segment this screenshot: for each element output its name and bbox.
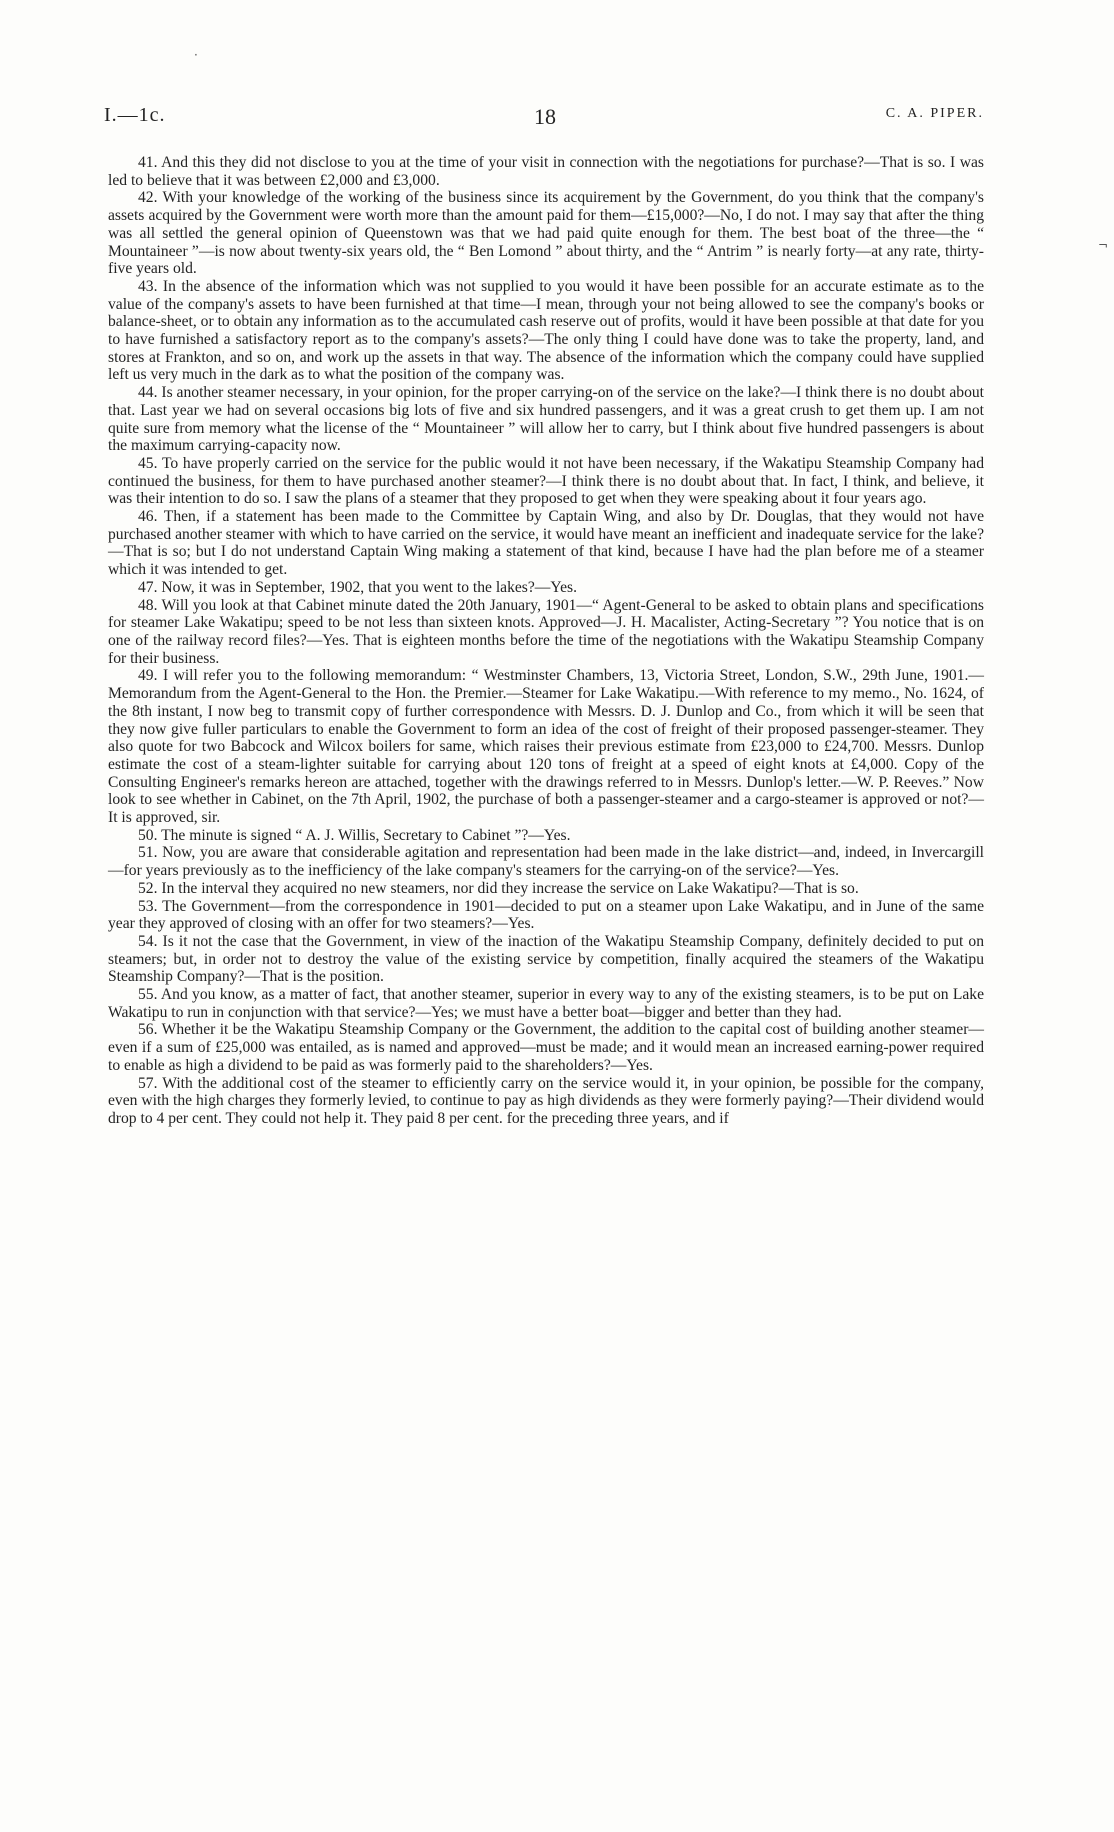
- paragraph-57: 57. With the additional cost of the steamer to efficiently carry on the service would it, in your opinion, be possible for the company, even with the high charges they formerly levied, to continue to pay as high dividends as they were formerly paying?—Their dividend would drop to 4 per cent. They could not help it. They paid 8 per cent. for the preceding three years, and if: [108, 1074, 984, 1127]
- paragraph-46: 46. Then, if a statement has been made to the Committee by Captain Wing, and also by Dr. Douglas, that they would not have purchased another steamer with which to have carried on the service, it would have meant an inefficient and inadequate service for the lake?—That is so; but I do not understand Captain Wing making a statement of that kind, because I have had the plan before me of a steamer which it was intended to get.: [108, 508, 984, 579]
- document-reference: I.—1c.: [104, 104, 166, 126]
- paragraph-49: 49. I will refer you to the following memorandum: “ Westminster Chambers, 13, Victoria Street, London, S.W., 29th June, 1901.—Memorandum from the Agent-General to the Hon. the Premier.—Steamer for Lake Wakatipu.—With reference to my memo., No. 1624, of the 8th instant, I now beg to transmit copy of further correspondence with Messrs. D. J. Dunlop and Co., from which it will be seen that they now give fuller particulars to enable the Government to form an idea of the cost of freight of their proposed passenger-steamer. They also quote for two Babcock and Wilcox boilers for same, which raises their previous estimate from £23,000 to £24,700. Messrs. Dunlop estimate the cost of a steam-lighter suitable for carrying about 120 tons of freight at a speed of eight knots at £4,000. Copy of the Consulting Engineer's remarks hereon are attached, together with the drawings referred to in Messrs. Dunlop's letter.—W. P. Reeves.” Now look to see whether in Cabinet, on the 7th April, 1902, the purchase of both a passenger-steamer and a cargo-steamer is approved or not?—It is approved, sir.: [108, 667, 984, 827]
- paragraph-44: 44. Is another steamer necessary, in your opinion, for the proper carrying-on of the service on the lake?—I think there is no doubt about that. Last year we had on several occasions big lots of five and six hundred passengers, and it was a great crush to get them up. I am not quite sure from memory what the license of the “ Mountaineer ” will allow her to carry, but I think about five hundred passengers is about the maximum carrying-capacity now.: [108, 384, 984, 455]
- paragraph-47: 47. Now, it was in September, 1902, that you went to the lakes?—Yes.: [138, 578, 577, 596]
- paragraph-42: 42. With your knowledge of the working of the business since its acquirement by the Government, do you think that the company's assets acquired by the Government were worth more than the amount paid for them—£15,000?—No, I do not. I may say that after the thing was all settled the general opinion of Queenstown was that we had paid quite enough for them. The best boat of the three—the “ Mountaineer ”—is now about twenty-six years old, the “ Ben Lomond ” about thirty, and the “ Antrim ” is nearly forty—at any rate, thirty-five years old.: [108, 189, 984, 278]
- paragraph-43: 43. In the absence of the information which was not supplied to you would it have been possible for an accurate estimate as to the value of the company's assets to have been furnished at that time—I mean, through your not being allowed to see the company's books or balance-sheet, or to obtain any information as to the accumulated cash reserve out of profits, would it have been possible at that date for you to have furnished a satisfactory report as to the company's assets?—The only thing I could have done was to take the property, land, and stores at Frankton, and so on, and work up the assets in that way. The absence of the information which the company could have supplied left us very much in the dark as to what the position of the company was.: [108, 277, 984, 384]
- paragraph-53: 53. The Government—from the correspondence in 1901—decided to put on a steamer upon Lake Wakatipu, and in June of the same year they approved of closing with an offer for two steamers?—Yes.: [108, 897, 984, 933]
- paragraph-55: 55. And you know, as a matter of fact, that another steamer, superior in every way to any of the existing steamers, is to be put on Lake Wakatipu to run in conjunction with that service?—Yes; we must have a better boat—bigger and better than they had.: [108, 986, 984, 1021]
- paragraph-41: 41. And this they did not disclose to you at the time of your visit in connection with the negotiations for purchase?—That is so. I was led to believe that it was between £2,000 and £3,000.: [108, 154, 984, 189]
- margin-mark: ¬: [1098, 238, 1109, 252]
- paragraph-50: 50. The minute is signed “ A. J. Willis, Secretary to Cabinet ”?—Yes.: [138, 826, 571, 844]
- paragraph-56: 56. Whether it be the Wakatipu Steamship Company or the Government, the addition to the capital cost of building another steamer—even if a sum of £25,000 was entailed, as is named and approved—must be made; and it would mean an increased earning-power required to enable as high a dividend to be paid as was formerly paid to the shareholders?—Yes.: [108, 1021, 984, 1074]
- paragraph-48: 48. Will you look at that Cabinet minute dated the 20th January, 1901—“ Agent-General to be asked to obtain plans and specifications for steamer Lake Wakatipu; speed to be not less than sixteen knots. Approved—J. H. Macalister, Acting-Secretary ”? You notice that is on one of the railway record files?—Yes. That is eighteen months before the time of the negotiations with the Wakatipu Steamship Company for their business.: [108, 596, 984, 667]
- witness-name: C. A. PIPER.: [885, 106, 984, 121]
- scan-speck: ·: [194, 48, 198, 62]
- paragraph-52: 52. In the interval they acquired no new steamers, nor did they increase the service on Lake Wakatipu?—That is so.: [138, 879, 859, 897]
- paragraph-45: 45. To have properly carried on the service for the public would it not have been necessary, if the Wakatipu Steamship Company had continued the business, for them to have purchased another steamer?—I think there is no doubt about that. In fact, I think, and believe, it was their intention to do so. I saw the plans of a steamer that they proposed to get when they were speaking about it four years ago.: [108, 454, 984, 508]
- testimony-body: [108, 154, 984, 1128]
- paragraph-54: 54. Is it not the case that the Government, in view of the inaction of the Wakatipu Steamship Company, definitely decided to put on steamers; but, in order not to destroy the value of the existing service by competition, finally acquired the steamers of the Wakatipu Steamship Company?—That is the position.: [108, 932, 984, 986]
- page-number: 18: [534, 104, 556, 129]
- paragraph-51: 51. Now, you are aware that considerable agitation and representation had been made in the lake district—and, indeed, in Invercargill—for years previously as to the inefficiency of the lake company's steamers for the carrying-on of the service?—Yes.: [108, 844, 984, 880]
- page-header: [104, 104, 984, 132]
